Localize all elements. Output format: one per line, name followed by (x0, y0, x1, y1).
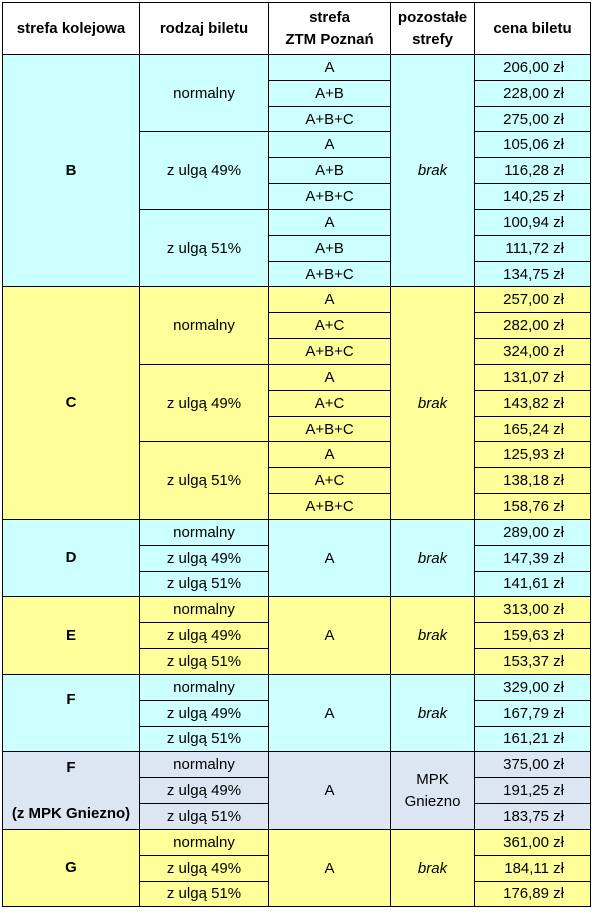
ztm-zone-cell: A+C (269, 390, 391, 416)
ztm-zone-cell: A+B (269, 80, 391, 106)
header-row (3, 3, 591, 55)
ticket-type-cell: normalny (140, 519, 269, 545)
price-cell: 141,61 zł (475, 571, 591, 597)
price-cell: 134,75 zł (475, 261, 591, 287)
ztm-zone-cell: A+B+C (269, 261, 391, 287)
ztm-zone-cell: A+C (269, 313, 391, 339)
zone-cell: G (3, 829, 140, 906)
price-cell: 138,18 zł (475, 468, 591, 494)
ticket-type-cell: z ulgą 49% (140, 132, 269, 209)
ticket-type-cell: z ulgą 49% (140, 855, 269, 881)
ztm-zone-cell: A (269, 519, 391, 596)
ticket-type-cell: z ulgą 49% (140, 623, 269, 649)
ztm-zone-cell: A (269, 364, 391, 390)
ticket-type-cell: z ulgą 49% (140, 700, 269, 726)
price-cell: 275,00 zł (475, 106, 591, 132)
price-cell: 228,00 zł (475, 80, 591, 106)
header-ticket-type: rodzaj biletu (140, 3, 269, 55)
ticket-type-cell: z ulgą 49% (140, 364, 269, 441)
other-zones-cell: brak (391, 519, 475, 596)
header-ztm-zone: strefa ZTM Poznań (269, 3, 391, 55)
price-cell: 289,00 zł (475, 519, 591, 545)
price-cell: 184,11 zł (475, 855, 591, 881)
table-row (3, 674, 591, 700)
zone-cell: B (3, 55, 140, 287)
price-cell: 125,93 zł (475, 442, 591, 468)
zone-cell: D (3, 519, 140, 596)
price-cell: 167,79 zł (475, 700, 591, 726)
ticket-type-cell: normalny (140, 287, 269, 364)
table-row (3, 597, 591, 623)
ztm-zone-cell: A (269, 752, 391, 829)
price-cell: 282,00 zł (475, 313, 591, 339)
price-cell: 206,00 zł (475, 55, 591, 81)
ticket-type-cell: z ulgą 49% (140, 778, 269, 804)
other-zones-cell: brak (391, 829, 475, 906)
ztm-zone-cell: A (269, 55, 391, 81)
table-row (3, 55, 591, 81)
price-cell: 375,00 zł (475, 752, 591, 778)
table-row (3, 752, 591, 778)
ztm-zone-cell: A (269, 442, 391, 468)
price-cell: 257,00 zł (475, 287, 591, 313)
zone-cell: C (3, 287, 140, 519)
ztm-zone-cell: A+B (269, 235, 391, 261)
price-cell: 131,07 zł (475, 364, 591, 390)
price-cell: 313,00 zł (475, 597, 591, 623)
other-zones-cell: brak (391, 597, 475, 674)
other-zones-cell: MPK Gniezno (391, 752, 475, 829)
price-cell: 329,00 zł (475, 674, 591, 700)
ticket-type-cell: z ulgą 51% (140, 442, 269, 519)
header-zone: strefa kolejowa (3, 3, 140, 55)
price-cell: 147,39 zł (475, 545, 591, 571)
ticket-type-cell: z ulgą 51% (140, 726, 269, 752)
other-zones-cell: brak (391, 55, 475, 287)
ticket-type-cell: z ulgą 51% (140, 649, 269, 675)
zone-note: (z MPK Gniezno) (11, 804, 131, 822)
ztm-zone-cell: A+B (269, 158, 391, 184)
price-cell: 159,63 zł (475, 623, 591, 649)
price-cell: 116,28 zł (475, 158, 591, 184)
ztm-zone-cell: A (269, 209, 391, 235)
price-cell: 158,76 zł (475, 494, 591, 520)
price-cell: 153,37 zł (475, 649, 591, 675)
price-cell: 176,89 zł (475, 881, 591, 907)
ztm-zone-cell: A+B+C (269, 106, 391, 132)
price-cell: 140,25 zł (475, 184, 591, 210)
ztm-zone-cell: A+C (269, 468, 391, 494)
header-price: cena biletu (475, 3, 591, 55)
ztm-zone-cell: A+B+C (269, 416, 391, 442)
ticket-type-cell: normalny (140, 829, 269, 855)
table-row (3, 829, 591, 855)
table-row (3, 287, 591, 313)
ticket-type-cell: z ulgą 51% (140, 804, 269, 830)
price-cell: 324,00 zł (475, 339, 591, 365)
zone-cell: F (z MPK Gniezno) (3, 752, 140, 829)
other-zones-cell: brak (391, 287, 475, 519)
ztm-zone-cell: A+B+C (269, 339, 391, 365)
zone-cell: E (3, 597, 140, 674)
price-cell: 105,06 zł (475, 132, 591, 158)
ztm-zone-cell: A (269, 829, 391, 906)
ticket-type-cell: z ulgą 49% (140, 545, 269, 571)
ztm-zone-cell: A (269, 132, 391, 158)
other-zones-cell: brak (391, 674, 475, 751)
zone-cell: F (3, 674, 140, 751)
ztm-zone-cell: A+B+C (269, 184, 391, 210)
ticket-type-cell: normalny (140, 597, 269, 623)
ztm-zone-cell: A (269, 674, 391, 751)
price-cell: 183,75 zł (475, 804, 591, 830)
table-row (3, 519, 591, 545)
ztm-zone-cell: A (269, 287, 391, 313)
ticket-type-cell: normalny (140, 752, 269, 778)
ticket-type-cell: normalny (140, 55, 269, 132)
ticket-price-table (2, 2, 591, 907)
price-cell: 361,00 zł (475, 829, 591, 855)
price-cell: 111,72 zł (475, 235, 591, 261)
ztm-zone-cell: A+B+C (269, 494, 391, 520)
ticket-type-cell: z ulgą 51% (140, 881, 269, 907)
price-cell: 191,25 zł (475, 778, 591, 804)
ztm-zone-cell: A (269, 597, 391, 674)
header-other-zones: pozostałe strefy (391, 3, 475, 55)
ticket-type-cell: z ulgą 51% (140, 209, 269, 286)
price-cell: 161,21 zł (475, 726, 591, 752)
price-cell: 100,94 zł (475, 209, 591, 235)
ticket-type-cell: z ulgą 51% (140, 571, 269, 597)
price-cell: 143,82 zł (475, 390, 591, 416)
price-cell: 165,24 zł (475, 416, 591, 442)
ticket-type-cell: normalny (140, 674, 269, 700)
